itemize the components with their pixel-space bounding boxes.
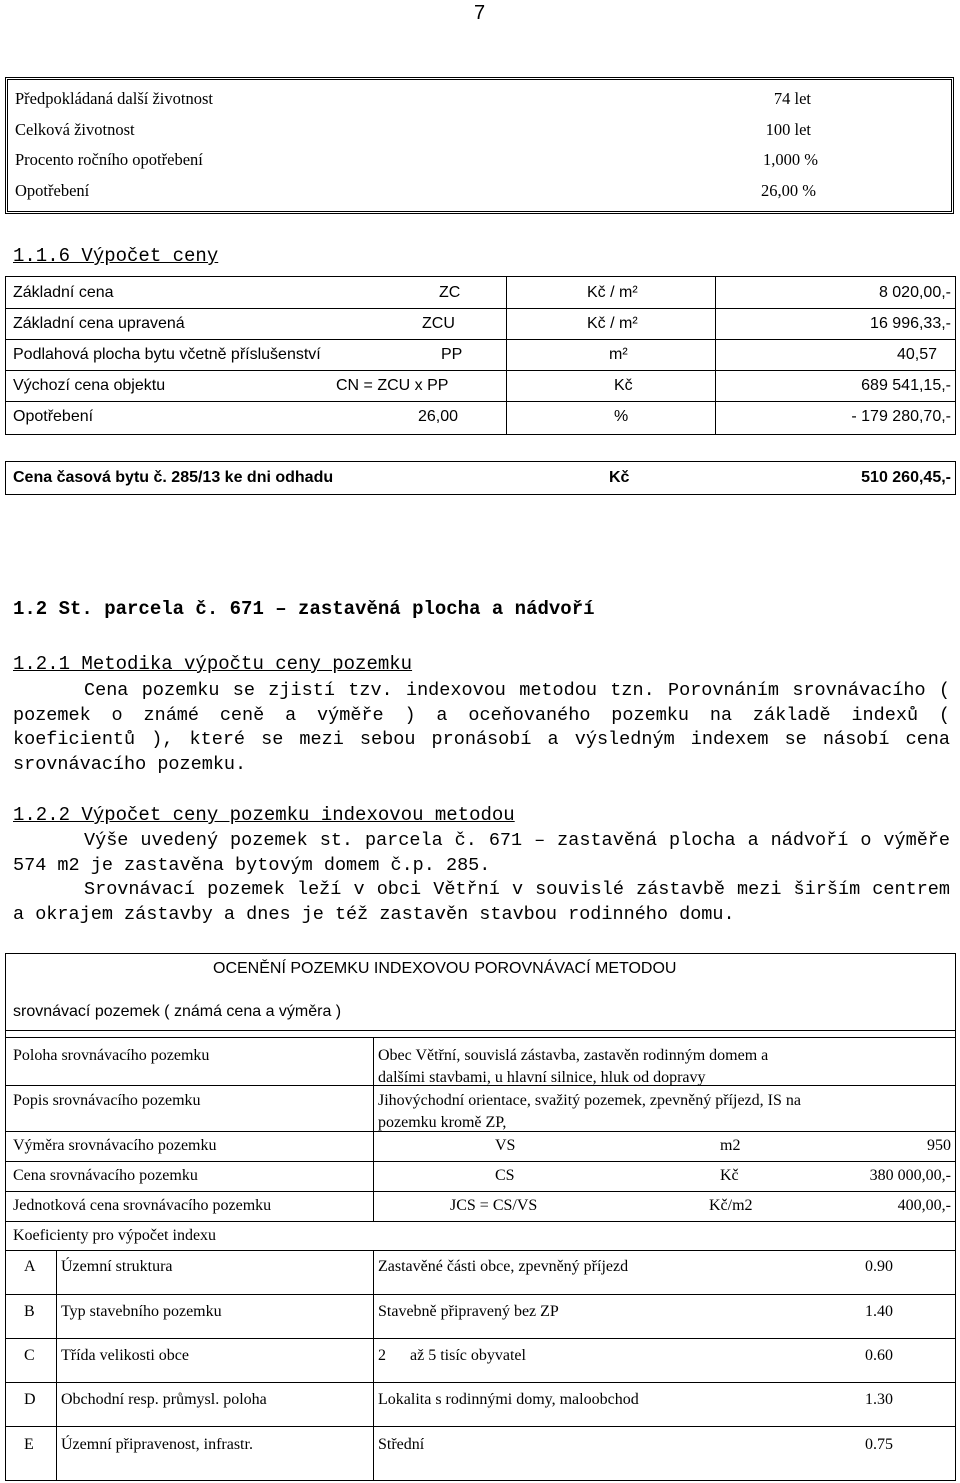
calc-code: 26,00 [418,408,459,425]
coef-name: Územní struktura [61,1258,173,1275]
area-label: Výměra srovnávacího pozemku [13,1137,217,1154]
lifetime-row-annual [15,150,935,172]
calc-value: 16 996,33,- [870,315,951,332]
area-code: VS [495,1137,516,1154]
location-value-line: dalšími stavbami, u hlavní silnice, hluk od dopravy [378,1069,706,1086]
calc-unit: Kč / m² [587,284,638,301]
location-value [378,1047,951,1065]
calc-value: 40,57 [896,346,937,363]
lifetime-label: Celková životnost [15,120,135,139]
section-heading-116: 1.1.6 Výpočet ceny [13,245,219,267]
lifetime-label: Procento ročního opotřebení [15,150,203,169]
coef-name: Typ stavebního pozemku [61,1303,222,1320]
price-code: CS [495,1167,515,1184]
coef-letter: E [24,1436,34,1453]
price-label: Cena srovnávacího pozemku [13,1167,198,1184]
unit-price-value: 400,00,- [897,1197,951,1214]
lifetime-value: 26,00 % [761,181,816,200]
calc-label: Podlahová plocha bytu včetně příslušenství [13,346,321,363]
index-table-title: OCENĚNÍ POZEMKU INDEXOVOU POROVNÁVACÍ METODOU [213,960,677,977]
area-value: 950 [927,1137,951,1154]
coef-desc: Stavebně připravený bez ZP [378,1303,559,1320]
coef-name: Územní připravenost, infrastr. [61,1436,253,1453]
lifetime-label: Předpokládaná další životnost [15,89,213,108]
coef-letter: D [24,1391,36,1408]
lifetime-box [5,77,954,214]
calc-unit: % [614,408,629,425]
result-box [5,461,956,495]
paragraph-122b-text: Srovnávací pozemek leží v obci Větřní v souvislé zástavbě mezi širším centrem a okrajem zástavby a dnes je též zastavěn stavbou rodinného domu. [13,879,950,925]
calc-label: Základní cena upravená [13,315,185,332]
location-value-line: Obec Větřní, souvislá zástavba, zastavěn rodinným domem a [378,1047,769,1064]
paragraph-122b [13,878,950,927]
heading-121: 1.2.1 Metodika výpočtu ceny pozemku [13,653,413,675]
calc-unit: Kč [614,377,633,394]
coef-desc: Lokalita s rodinnými domy, maloobchod [378,1391,639,1408]
lifetime-value: 100 let [765,120,811,139]
area-unit: m2 [720,1137,741,1154]
calc-value: 689 541,15,- [861,377,951,394]
unit-price-label: Jednotková cena srovnávacího pozemku [13,1197,272,1214]
calc-label: Opotřebení [13,408,94,425]
location-label: Poloha srovnávacího pozemku [13,1047,210,1064]
calc-code: PP [441,346,463,363]
result-value: 510 260,45,- [861,469,951,486]
coef-letter: B [24,1303,35,1320]
unit-price-unit: Kč/m2 [709,1197,753,1214]
description-value-line: Jihovýchodní orientace, svažitý pozemek, zpevněný příjezd, IS na [378,1092,801,1109]
heading-12: 1.2 St. parcela č. 671 – zastavěná plocha a nádvoří [13,598,595,620]
unit-price-code: JCS = CS/VS [450,1197,538,1214]
coef-value: 0.60 [865,1347,893,1364]
calc-code: ZC [439,284,461,301]
coef-desc: Střední [378,1436,425,1453]
calc-unit: m² [609,346,628,363]
calc-unit: Kč / m² [587,315,638,332]
coef-letter: A [24,1258,36,1275]
lifetime-row-depreciation [15,181,935,203]
coef-name: Obchodní resp. průmysl. poloha [61,1391,267,1408]
coef-value: 1.30 [865,1391,893,1408]
lifetime-row-remaining [15,89,935,111]
paragraph-122a [13,829,950,878]
calc-code: ZCU [422,315,455,332]
paragraph-122a-text: Výše uvedený pozemek st. parcela č. 671 – zastavěná plocha a nádvoří o výměře 574 m2 je zastavěna bytovým domem č.p. 285. [13,830,950,876]
calc-value: 8 020,00,- [878,284,951,301]
lifetime-value: 1,000 % [763,150,818,169]
coef-value: 1.40 [865,1303,893,1320]
price-value: 380 000,00,- [869,1167,951,1184]
paragraph-121-text: Cena pozemku se zjistí tzv. indexovou metodou tzn. Porovnáním srovnávacího ( pozemek o známé ceně a výměře ) a oceňovaného pozemku na základě indexů ( koeficientů ), které se mezi sebou pronásobí a výsledným indexem se násobí cena srovnávacího pozemku. [13,680,950,775]
description-label: Popis srovnávacího pozemku [13,1092,201,1109]
index-table-subtitle: srovnávací pozemek ( známá cena a výměra ) [13,1003,342,1020]
price-unit: Kč [720,1167,739,1184]
lifetime-value: 74 let [773,89,811,108]
lifetime-row-total [15,120,935,142]
calc-label: Základní cena [13,284,114,301]
description-value-line: pozemku kromě ZP, [378,1114,507,1131]
price-calculation-table [5,276,956,435]
lifetime-label: Opotřebení [15,181,90,200]
result-label: Cena časová bytu č. 285/13 ke dni odhadu [13,469,334,486]
result-unit: Kč [609,469,630,486]
coef-desc: Zastavěné části obce, zpevněný příjezd [378,1258,629,1275]
coef-value: 0.75 [865,1436,893,1453]
coef-name: Třída velikosti obce [61,1347,189,1364]
coefficients-header: Koeficienty pro výpočet indexu [13,1227,217,1244]
calc-value: - 179 280,70,- [851,408,951,425]
index-method-table [5,953,956,1481]
page-number: 7 [474,2,486,24]
coef-desc: 2 až 5 tisíc obyvatel [378,1347,526,1364]
heading-122: 1.2.2 Výpočet ceny pozemku indexovou metodou [13,804,515,826]
calc-label: Výchozí cena objektu [13,377,166,394]
paragraph-121 [13,679,950,777]
coef-value: 0.90 [865,1258,893,1275]
coef-letter: C [24,1347,35,1364]
calc-code: CN = ZCU x PP [336,377,449,394]
